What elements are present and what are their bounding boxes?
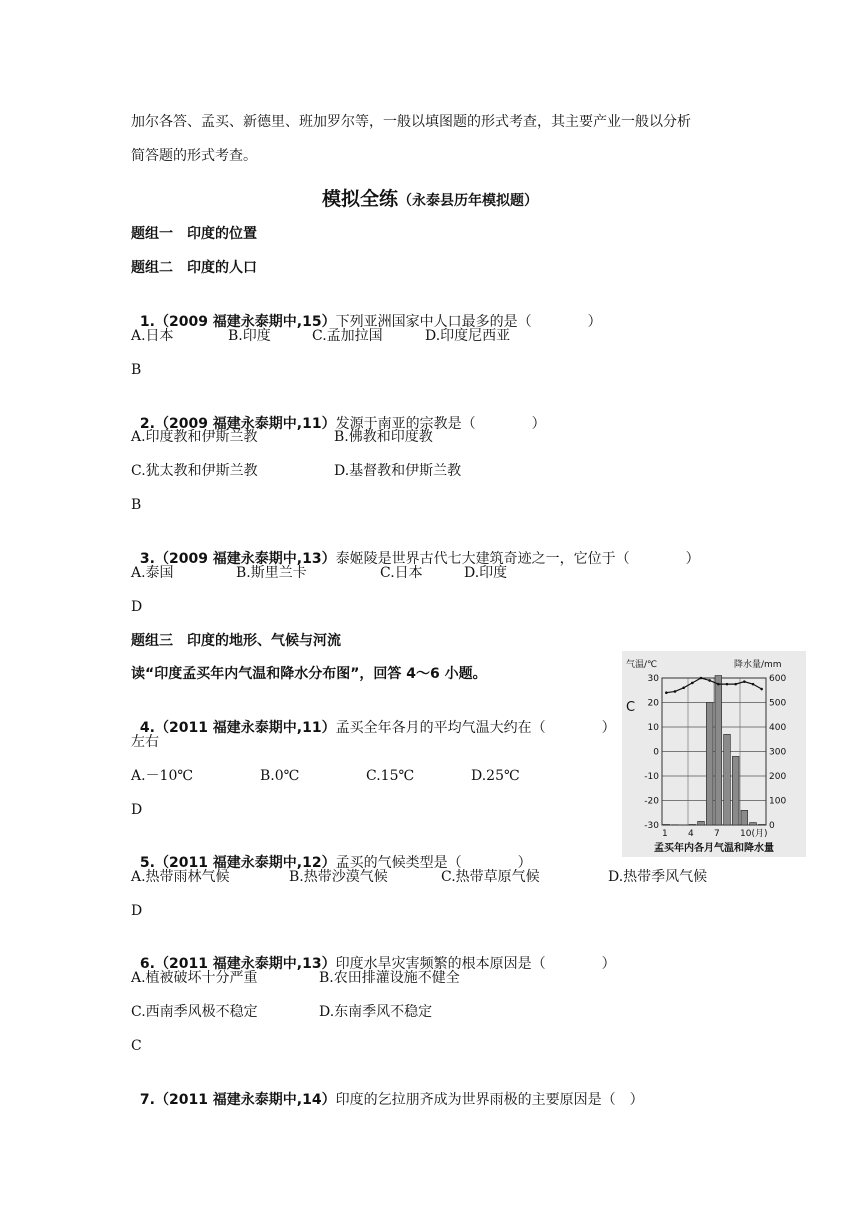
question-4-number: 4.（2011 福建永泰期中,11） — [139, 720, 336, 736]
right-tick-label: 500 — [769, 698, 787, 709]
x-tick-label: 1 — [662, 829, 668, 839]
q2-option-b: B.佛教和印度教 — [334, 429, 433, 445]
question-3-text: 泰姬陵是世界古代七大建筑奇迹之一，它位于（ ） — [335, 551, 700, 567]
q3-option-c: C.日本 — [380, 565, 423, 581]
temperature-point — [743, 680, 746, 683]
question-6-number: 6.（2011 福建永泰期中,13） — [139, 956, 336, 972]
left-tick-label: 30 — [647, 674, 659, 684]
left-tick-label: -20 — [644, 796, 659, 807]
temperature-point — [717, 683, 720, 686]
x-tick-label: 10(月) — [740, 829, 768, 839]
precipitation-bar — [741, 810, 748, 825]
q4-option-c: C.15℃ — [366, 768, 415, 784]
q6-option-d: D.东南季风不稳定 — [319, 1004, 433, 1020]
question-4-text: 孟买全年各月的平均气温大约在（ ） — [335, 720, 616, 736]
right-axis-label: 降水量/mm — [734, 660, 782, 670]
q6-option-b: B.农田排灌设施不健全 — [319, 970, 460, 986]
question-7-number: 7.（2011 福建永泰期中,14） — [139, 1092, 336, 1108]
q3-answer: D — [131, 599, 143, 615]
chart-title: 孟买年内各月气温和降水量 — [654, 843, 774, 854]
question-7-text: 印度的乞拉朋齐成为世界雨极的主要原因是（ ） — [335, 1092, 644, 1108]
temperature-point — [708, 679, 711, 682]
climate-chart-svg — [622, 651, 806, 857]
intro-line-1: 加尔各答、孟买、新德里、班加罗尔等，一般以填图题的形式考查，其主要产业一般以分析 — [131, 114, 691, 130]
q3-option-d: D.印度 — [464, 565, 508, 581]
question-3-number: 3.（2009 福建永泰期中,13） — [139, 551, 336, 567]
left-tick-label: -30 — [644, 821, 659, 831]
q1-option-b: B.印度 — [228, 328, 271, 344]
q3-option-b: B.斯里兰卡 — [236, 565, 307, 581]
q4-answer: D — [131, 802, 143, 818]
q2-option-c: C.犹太教和伊斯兰教 — [131, 463, 258, 479]
x-tick-label: 4 — [688, 829, 694, 839]
right-tick-label: 0 — [769, 821, 775, 831]
question-2-number: 2.（2009 福建永泰期中,11） — [139, 416, 336, 432]
q5-option-d: D.热带季风气候 — [608, 869, 708, 885]
q1-answer: B — [131, 362, 142, 378]
question-1-number: 1.（2009 福建永泰期中,15） — [139, 314, 336, 330]
q2-option-a: A.印度教和伊斯兰教 — [131, 429, 258, 445]
precipitation-bar — [732, 756, 739, 825]
x-tick-label: 7 — [714, 829, 720, 839]
q2-option-d: D.基督教和伊斯兰教 — [334, 463, 462, 479]
temperature-point — [674, 690, 677, 693]
q5-option-c: C.热带草原气候 — [441, 869, 540, 885]
right-tick-label: 200 — [769, 772, 787, 782]
precipitation-bar — [706, 703, 713, 826]
temperature-point — [665, 691, 668, 694]
section-title-main: 模拟全练 — [321, 188, 398, 210]
q1-option-c: C.孟加拉国 — [312, 328, 383, 344]
left-tick-label: 0 — [653, 747, 659, 758]
q3-option-a: A.泰国 — [131, 565, 174, 581]
q6-option-a: A.植被破坏十分严重 — [131, 970, 258, 986]
temperature-point — [691, 682, 694, 685]
q5-answer: D — [131, 903, 143, 919]
q6-option-c: C.西南季风极不稳定 — [131, 1004, 258, 1020]
question-2-text: 发源于南亚的宗教是（ ） — [335, 416, 546, 432]
temperature-point — [726, 683, 729, 686]
left-tick-label: 20 — [647, 698, 659, 709]
precipitation-bar — [715, 676, 722, 825]
precipitation-bar — [724, 734, 731, 825]
climate-chart — [622, 651, 806, 857]
question-5-number: 5.（2011 福建永泰期中,12） — [139, 855, 336, 871]
temperature-point — [734, 683, 737, 686]
right-tick-label: 400 — [769, 723, 787, 733]
q4-option-a: A.－10℃ — [131, 768, 194, 784]
temperature-point — [682, 687, 685, 690]
question-1-text: 下列亚洲国家中人口最多的是（ ） — [335, 314, 602, 330]
left-tick-label: -10 — [644, 772, 659, 782]
chart-legend-letter: C — [626, 700, 636, 715]
group-heading-2: 题组二 印度的人口 — [131, 260, 257, 276]
temperature-point — [752, 683, 755, 686]
question-6-text: 印度水旱灾害频繁的根本原因是（ ） — [335, 956, 616, 972]
right-tick-label: 300 — [769, 747, 787, 758]
q2-answer: B — [131, 497, 142, 513]
group-heading-3: 题组三 印度的地形、气候与河流 — [131, 633, 341, 649]
q5-option-a: A.热带雨林气候 — [131, 869, 230, 885]
question-5-text: 孟买的气候类型是（ ） — [335, 855, 532, 871]
group-heading-1: 题组一 印度的位置 — [131, 226, 257, 242]
read-prompt: 读“印度孟买年内气温和降水分布图”，回答 4～6 小题。 — [131, 666, 487, 682]
q6-answer: C — [131, 1038, 142, 1054]
question-4-text-cont: 左右 — [131, 734, 159, 750]
q4-option-b: B.0℃ — [260, 768, 300, 784]
precipitation-bar — [750, 823, 757, 825]
precipitation-bar — [698, 821, 705, 825]
temperature-point — [760, 688, 763, 691]
q1-option-d: D.印度尼西亚 — [425, 328, 511, 344]
right-tick-label: 100 — [769, 796, 787, 807]
intro-line-2: 简答题的形式考查。 — [131, 148, 257, 164]
right-tick-label: 600 — [769, 674, 787, 684]
question-7 — [131, 1070, 644, 1110]
q4-option-d: D.25℃ — [471, 768, 520, 784]
temperature-point — [700, 677, 703, 680]
question-4 — [131, 698, 616, 738]
q5-option-b: B.热带沙漠气候 — [289, 869, 388, 885]
left-tick-label: 10 — [647, 723, 659, 733]
section-title-sub: （永泰县历年模拟题） — [398, 193, 538, 209]
q1-option-a: A.日本 — [131, 328, 174, 344]
left-axis-label: 气温/℃ — [626, 660, 658, 670]
section-title — [0, 184, 860, 211]
